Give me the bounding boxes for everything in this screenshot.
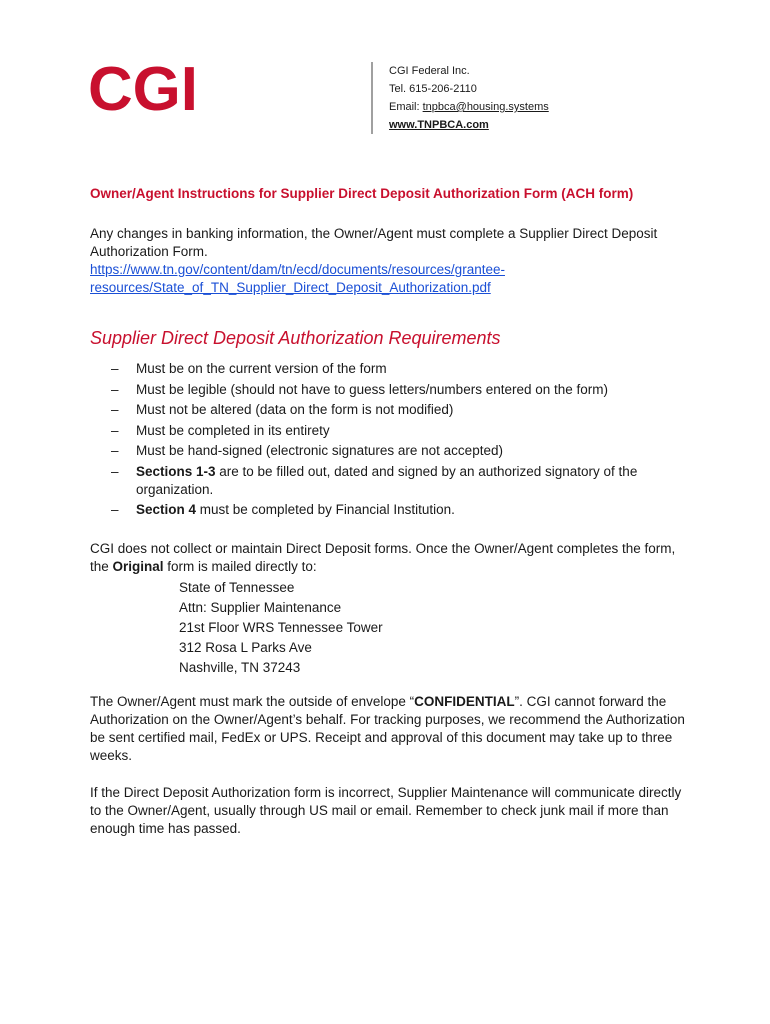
address-line: 21st Floor WRS Tennessee Tower: [179, 620, 383, 635]
email-line: [389, 98, 549, 116]
requirement-text: Must be on the current version of the form: [136, 361, 387, 376]
list-item: [111, 401, 691, 419]
requirement-text: must be completed by Financial Institution.: [196, 502, 455, 517]
confidential-label: CONFIDENTIAL: [414, 694, 515, 709]
list-item: [111, 381, 691, 399]
intro-text: Any changes in banking information, the Owner/Agent must complete a Supplier Direct Deposit Authorization Form.: [90, 226, 658, 259]
dash-bullet: –: [111, 402, 119, 417]
incorrect-form-paragraph: If the Direct Deposit Authorization form is incorrect, Supplier Maintenance will communicate directly to the Owner/Agent, usually through US mail or email. Remember to check junk mail if more than enough time has passed.: [90, 785, 682, 836]
dash-bullet: –: [111, 381, 119, 397]
address-line: Nashville, TN 37243: [179, 660, 301, 675]
list-item: [111, 422, 691, 440]
section-4-label: Section 4: [136, 502, 197, 517]
email-link[interactable]: tnpbca@housing.systems: [422, 101, 549, 113]
mailing-text: form is mailed directly to:: [163, 559, 317, 574]
requirements-heading: Supplier Direct Deposit Authorization Requirements: [90, 328, 501, 348]
confidential-paragraph: [90, 693, 690, 765]
list-item: [111, 501, 691, 519]
intro-paragraph: [90, 225, 680, 297]
dash-bullet: –: [111, 422, 119, 438]
dash-bullet: –: [111, 443, 119, 458]
cgi-logo-text: CGI: [88, 60, 198, 116]
telephone: Tel. 615-206-2110: [389, 83, 477, 95]
mailing-instructions: [90, 540, 690, 678]
mailing-paragraph: [90, 540, 690, 576]
requirements-list: [111, 360, 691, 522]
list-item: [111, 360, 691, 378]
list-item: [111, 442, 691, 460]
confidential-text: The Owner/Agent must mark the outside of envelope “: [90, 694, 415, 709]
requirement-text: Must be completed in its entirety: [136, 422, 330, 438]
form-url-link[interactable]: https://www.tn.gov/content/dam/tn/ecd/documents/resources/grantee- resources/State_of_TN_Supplier_Direct_Deposit_Authorization.pdf: [90, 262, 505, 295]
address-line: Attn: Supplier Maintenance: [179, 600, 342, 615]
confidential-text: ”. CGI cannot forward the Authorization on the Owner/Agent’s behalf. For tracking purposes, we recommend the Authorization be sent certified mail, FedEx or UPS. Receipt and approval of this document may take up to three weeks.: [90, 694, 685, 763]
address-line: 312 Rosa L Parks Ave: [179, 640, 312, 655]
dash-bullet: –: [111, 361, 119, 376]
website-link[interactable]: www.TNPBCA.com: [389, 119, 489, 131]
requirement-text: are to be filled out, dated and signed by an authorized signatory of the organization.: [136, 463, 638, 497]
cgi-logo-mark: [88, 60, 200, 116]
document-title: Owner/Agent Instructions for Supplier Direct Deposit Authorization Form (ACH form): [90, 186, 634, 201]
list-item: [111, 463, 691, 499]
dash-bullet: –: [111, 502, 119, 517]
company-name: CGI Federal Inc.: [389, 65, 470, 77]
email-label: Email:: [389, 101, 423, 113]
original-label: Original: [112, 559, 164, 574]
address-line: State of Tennessee: [179, 580, 295, 595]
dash-bullet: –: [111, 463, 119, 479]
requirement-text: Must not be altered (data on the form is not modified): [136, 402, 454, 417]
requirement-text: Must be legible (should not have to guess letters/numbers entered on the form): [136, 381, 609, 397]
mailing-text: CGI does not collect or maintain Direct Deposit forms. Once the Owner/Agent completes the form, the: [90, 541, 676, 574]
cgi-logo: [88, 60, 200, 116]
contact-block: [371, 62, 549, 134]
mailing-address: [179, 578, 690, 678]
sections-1-3-label: Sections 1-3: [136, 463, 216, 479]
requirement-text: Must be hand-signed (electronic signatures are not accepted): [136, 443, 503, 458]
